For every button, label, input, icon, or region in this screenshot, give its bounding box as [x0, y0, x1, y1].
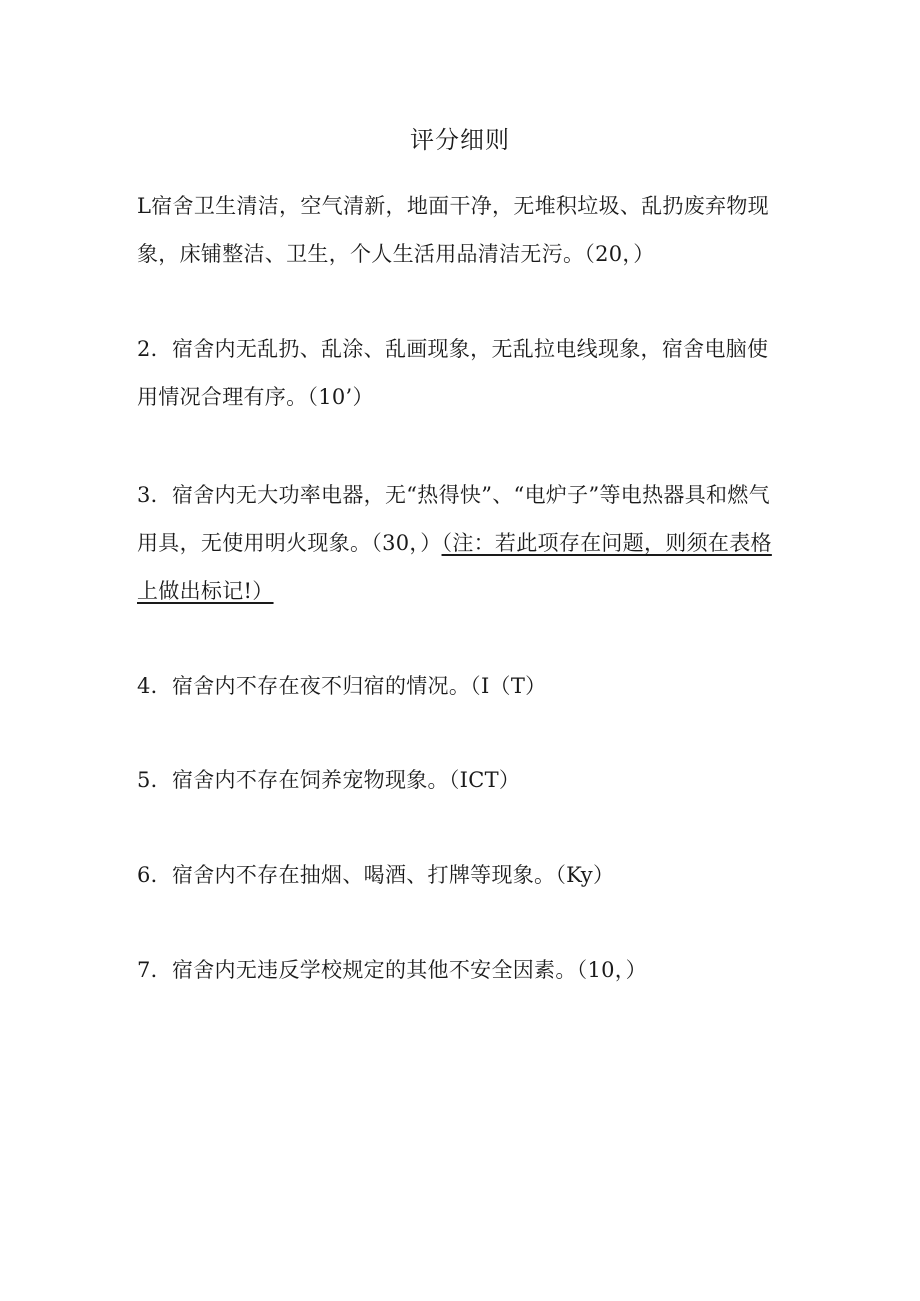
- rule-item-4-text: 4．宿舍内不存在夜不归宿的情况。（I（T）: [137, 674, 547, 698]
- rule-item-6-text: 6．宿舍内不存在抽烟、喝酒、打牌等现象。（Ky）: [137, 863, 615, 887]
- rule-item-3-text: 3．宿舍内无大功率电器，无“热得快”、“电炉子”等电热器具和燃气用具，无使用明火现象。（30，）: [137, 483, 770, 555]
- rule-item-5-text: 5．宿舍内不存在饲养宠物现象。（ICT）: [137, 768, 521, 792]
- rule-item-7: [137, 946, 787, 994]
- document-title: 评分细则: [410, 126, 510, 154]
- rule-item-1-text: L宿舍卫生清洁，空气清新，地面干净，无堆积垃圾、乱扔废弃物现象，床铺整洁、卫生，个人生活用品清洁无污。（20，）: [137, 194, 769, 266]
- rule-item-3-note: （注：若此项存在问题，则须在表格上做出标记!）: [137, 531, 772, 603]
- rule-item-2: [137, 325, 787, 421]
- rule-item-2-text: 2．宿舍内无乱扔、乱涂、乱画现象，无乱拉电线现象，宿舍电脑使用情况合理有序。（10’）: [137, 337, 769, 409]
- rule-item-6: [137, 851, 787, 899]
- rule-item-7-text: 7．宿舍内无违反学校规定的其他不安全因素。（10，）: [137, 958, 647, 982]
- rule-item-4: [137, 662, 787, 710]
- rule-item-1: [137, 182, 787, 278]
- rule-item-5: [137, 756, 787, 804]
- rule-item-3: [137, 471, 787, 615]
